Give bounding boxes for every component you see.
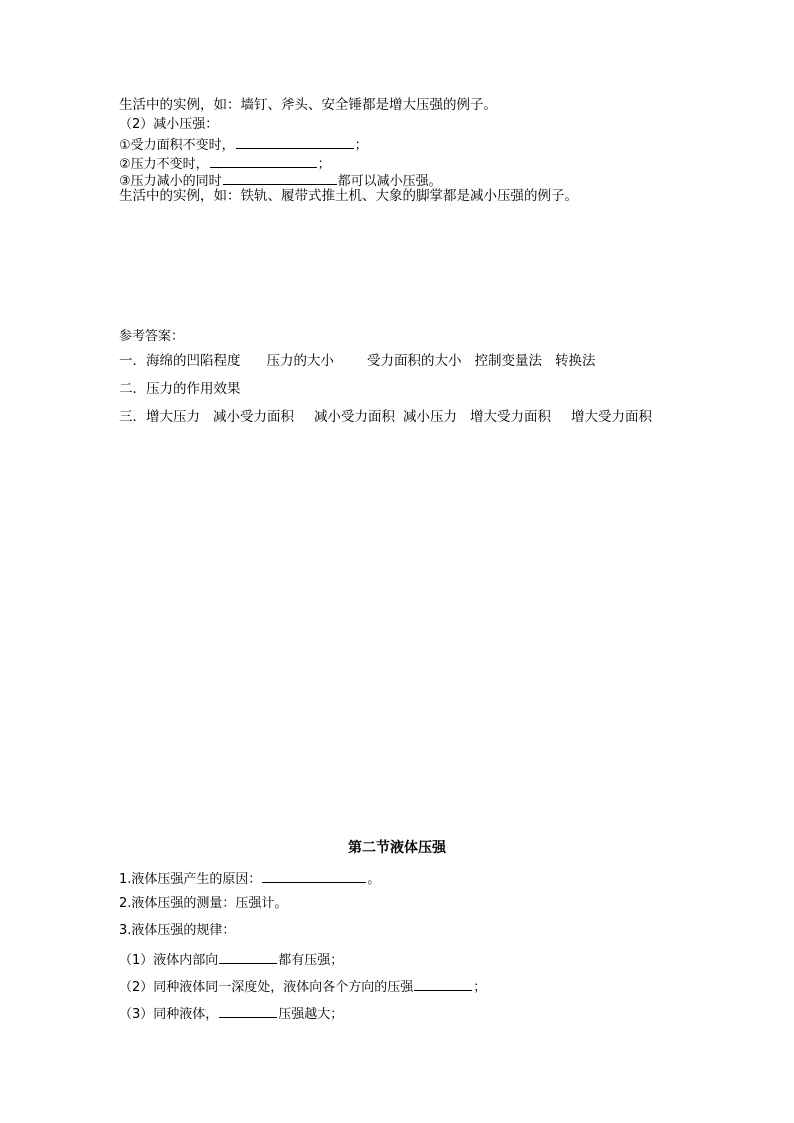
example-increase-pressure: 生活中的实例，如：墙钉、斧头、安全锤都是增大压强的例子。	[119, 97, 497, 113]
method-3-line	[119, 172, 442, 188]
rule-3-text: （3）同种液体，	[119, 1007, 219, 1022]
rule-2-end: ；	[473, 980, 487, 995]
rule-1-end: 都有压强；	[278, 953, 344, 968]
rule-2	[119, 978, 486, 994]
method-2-line	[119, 155, 331, 171]
fill-blank[interactable]	[210, 155, 317, 168]
rule-1-text: （1）液体内部向	[119, 953, 219, 968]
question-2: 2.液体压强的测量：压强计。	[119, 896, 288, 911]
fill-blank[interactable]	[414, 978, 472, 991]
fill-blank[interactable]	[219, 1005, 277, 1018]
question-1-end: 。	[367, 872, 381, 887]
answer-row-prefix: 一．	[119, 353, 146, 369]
answers-heading: 参考答案：	[119, 329, 185, 344]
fill-blank[interactable]	[236, 136, 354, 149]
question-1-text: 1.液体压强产生的原因：	[119, 872, 262, 887]
method-3-text: ③压力减小的同时	[119, 174, 222, 189]
answer-item: 减小受力面积	[314, 409, 395, 425]
rule-3-end: 压强越大；	[278, 1007, 344, 1022]
method-2-end: ；	[317, 157, 331, 172]
method-2-text: ②压力不变时，	[119, 157, 209, 172]
rule-1	[119, 951, 343, 967]
method-3-end: 都可以减小压强。	[337, 174, 442, 189]
answer-row-3	[119, 411, 652, 425]
answer-row-1	[119, 355, 596, 369]
method-1-line	[119, 136, 368, 152]
fill-blank[interactable]	[219, 951, 277, 964]
subheading-reduce-pressure: （2）减小压强：	[119, 117, 219, 132]
section-title: 第二节液体压强	[348, 840, 446, 856]
answer-item: 转换法	[555, 353, 596, 369]
answer-item: 减小压力	[403, 409, 457, 425]
answer-item: 控制变量法	[474, 353, 542, 369]
answer-item: 压力的大小	[266, 353, 334, 369]
answer-item: 减小受力面积	[213, 409, 294, 425]
answer-item: 增大压力	[146, 409, 200, 425]
rule-3	[119, 1005, 343, 1021]
example-reduce-pressure: 生活中的实例，如：铁轨、履带式推土机、大象的脚掌都是减小压强的例子。	[119, 188, 578, 204]
rule-2-text: （2）同种液体同一深度处，液体向各个方向的压强	[119, 980, 414, 995]
answer-row-prefix: 二．	[119, 381, 146, 397]
answer-item: 受力面积的大小	[367, 353, 462, 369]
method-1-end: ；	[354, 138, 368, 153]
answer-item: 海绵的凹陷程度	[146, 353, 241, 369]
fill-blank[interactable]	[262, 870, 366, 883]
question-3: 3.液体压强的规律：	[119, 923, 236, 938]
method-1-text: ①受力面积不变时，	[119, 138, 235, 153]
answer-row-prefix: 三．	[119, 409, 146, 425]
answer-item: 增大受力面积	[571, 409, 652, 425]
answer-item: 增大受力面积	[470, 409, 551, 425]
answer-row-2	[119, 383, 241, 397]
question-1	[119, 870, 380, 886]
fill-blank[interactable]	[223, 172, 337, 185]
answer-item: 压力的作用效果	[146, 381, 241, 397]
